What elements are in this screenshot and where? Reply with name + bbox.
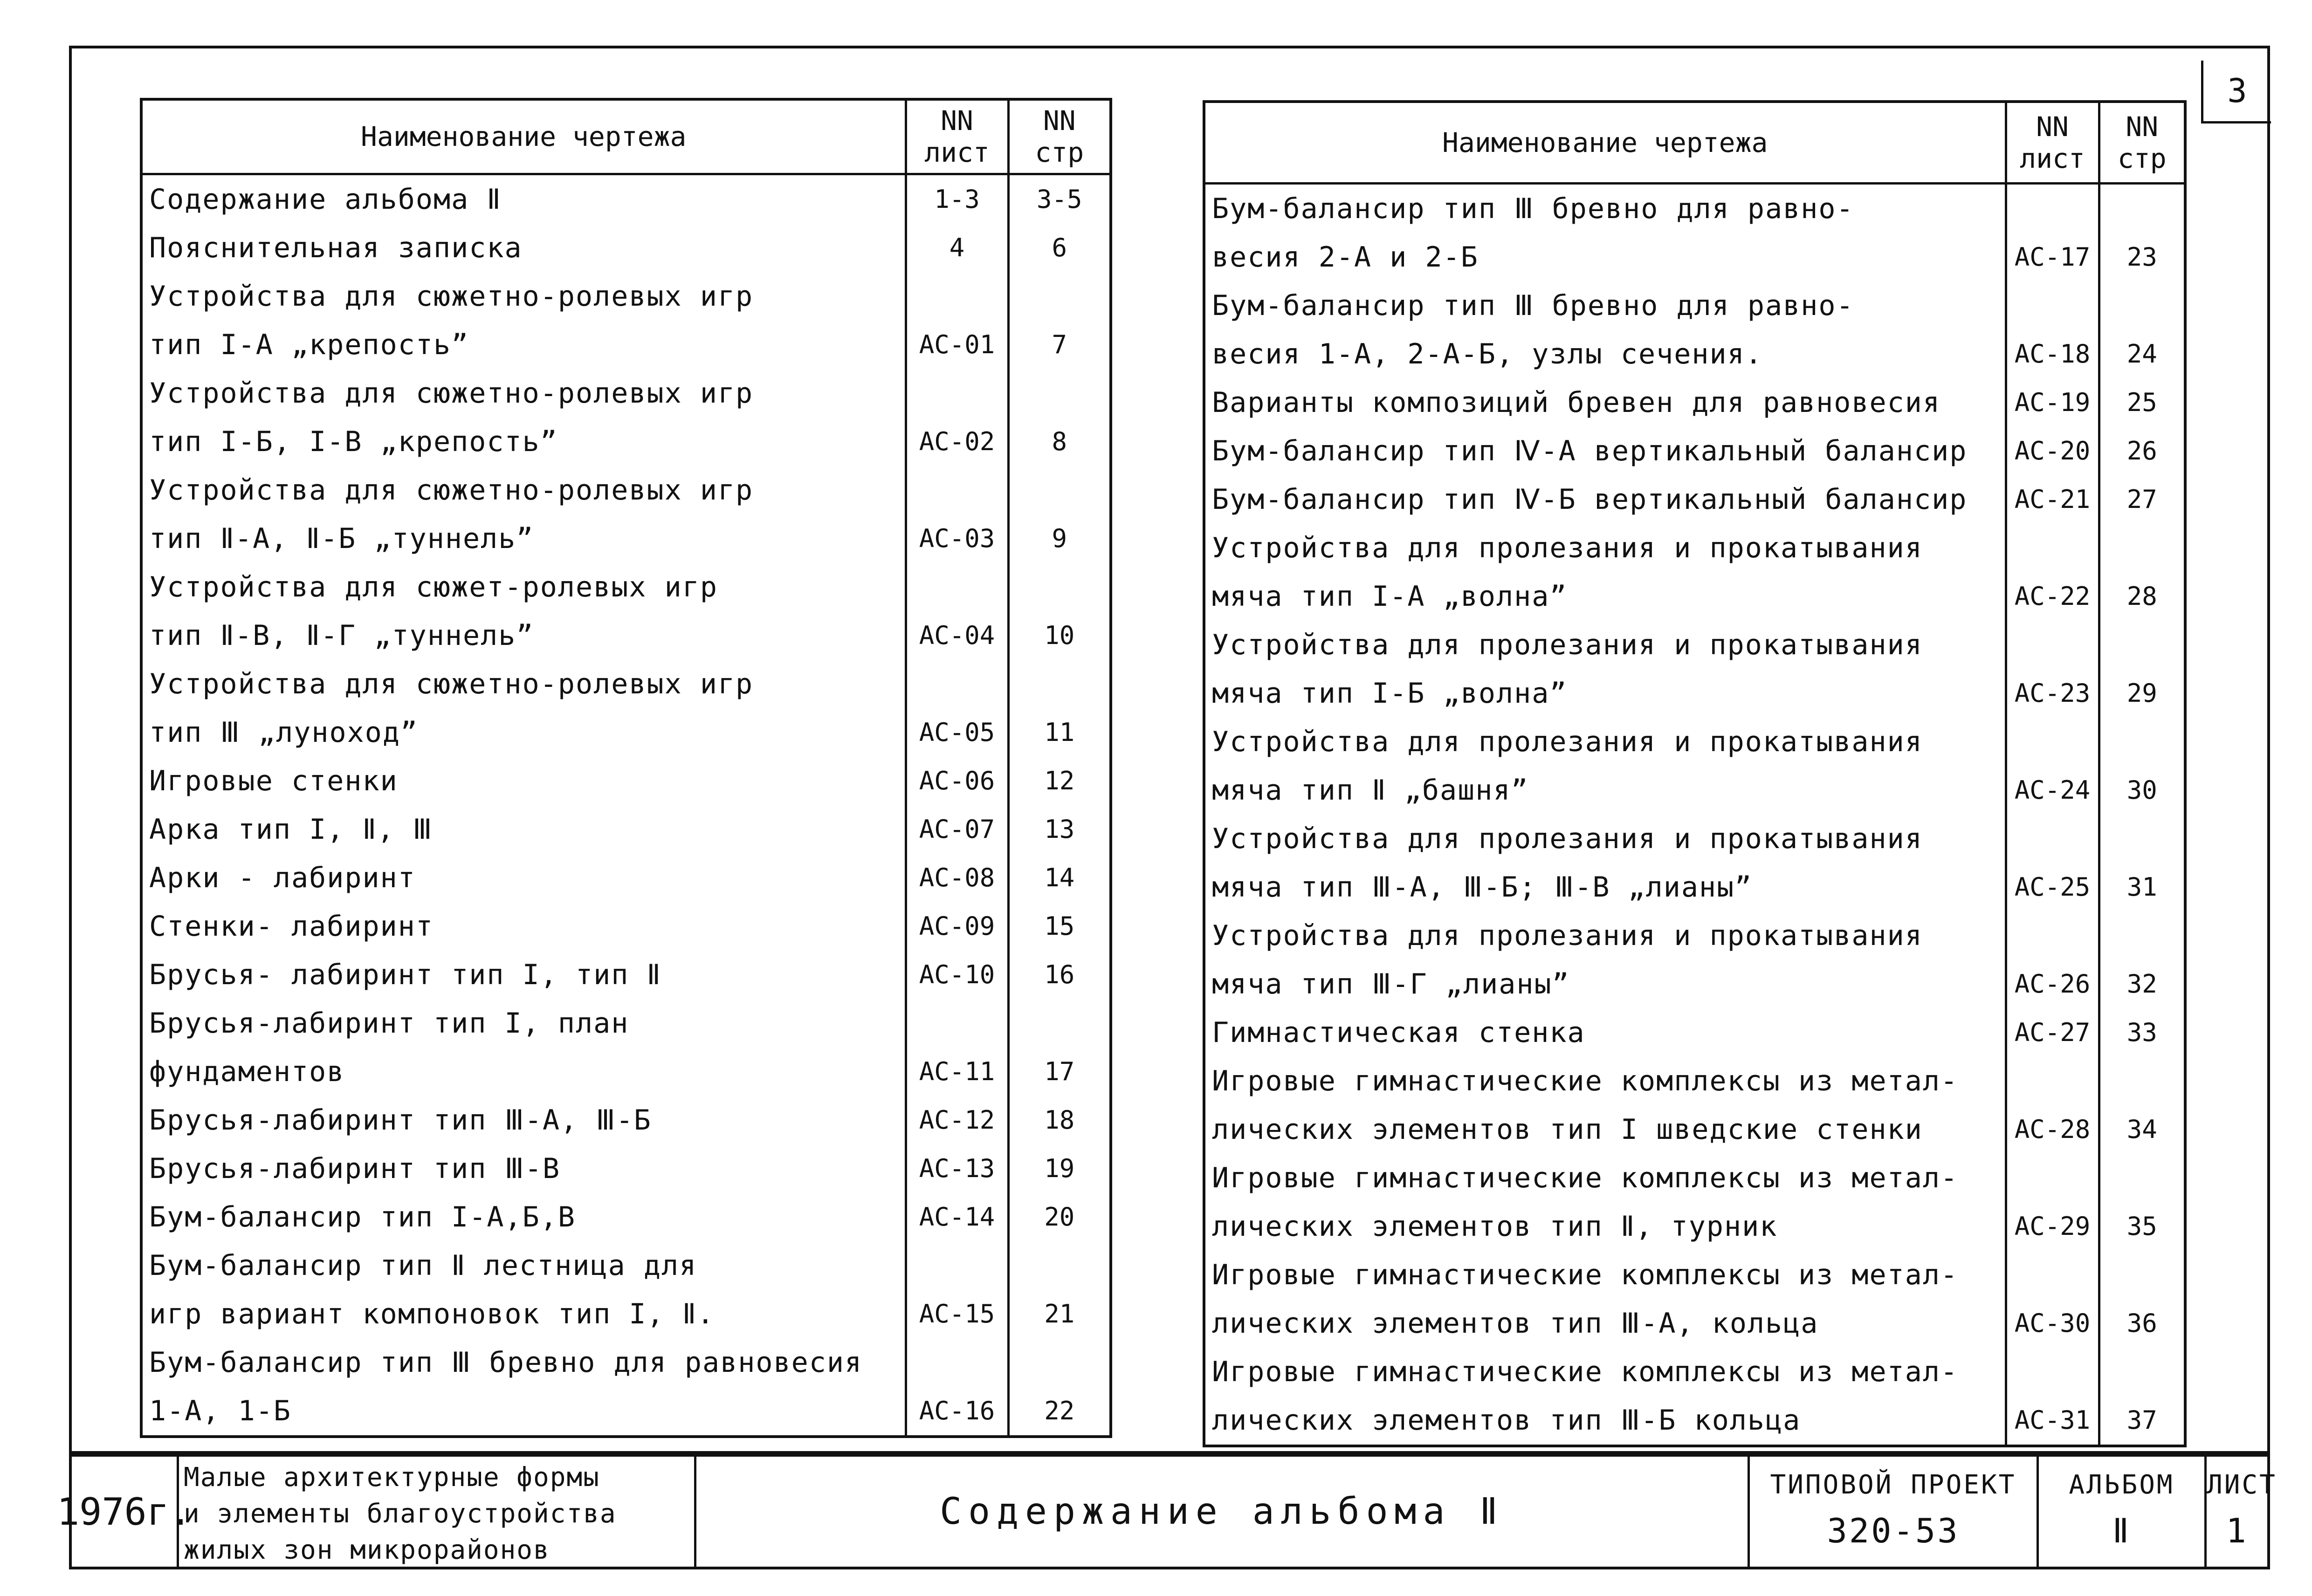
- table-row: [1204, 475, 2185, 524]
- row-page: 14: [1008, 854, 1111, 902]
- row-name: Устройства для пролезания и прокатывания мяча тип Ⅲ-А, Ⅲ-Б; Ⅲ-В „лианы”: [1204, 815, 2006, 911]
- row-sheet: АС-31: [2006, 1348, 2099, 1446]
- row-page: 13: [1008, 805, 1111, 854]
- row-sheet: АС-07: [906, 805, 1008, 854]
- row-name: Игровые гимнастические комплексы из метал- лических элементов тип Ⅲ-Б кольца: [1204, 1348, 2006, 1446]
- table-row: [1204, 1348, 2185, 1446]
- row-name: Устройства для сюжет-ролевых игр тип Ⅱ-В, Ⅱ-Г „туннель”: [141, 563, 906, 660]
- row-sheet: АС-04: [906, 563, 1008, 660]
- row-page: 18: [1008, 1096, 1111, 1144]
- row-name: Бум-балансир тип Ⅱ лестница для игр вариант компоновок тип I, Ⅱ.: [141, 1241, 906, 1338]
- row-name: Арки - лабиринт: [141, 854, 906, 902]
- row-name: Бум-балансир тип Ⅲ бревно для равно- весия 2-А и 2-Б: [1204, 183, 2006, 281]
- row-name: Устройства для сюжетно-ролевых игр тип Ⅲ „луноход”: [141, 660, 906, 757]
- row-name: Гимнастическая стенка: [1204, 1008, 2006, 1057]
- row-page: 19: [1008, 1144, 1111, 1193]
- row-name: Бум-балансир тип Ⅲ бревно для равно- весия 1-А, 2-А-Б, узлы сечения.: [1204, 281, 2006, 378]
- table-row: [1204, 1008, 2185, 1057]
- table-row: [1204, 1154, 2185, 1251]
- row-page: 36: [2099, 1251, 2185, 1348]
- table-row: [1204, 815, 2185, 911]
- row-page: 9: [1008, 466, 1111, 563]
- row-name: Бум-балансир тип Ⅳ-А вертикальный балансир: [1204, 427, 2006, 475]
- table-row: [141, 224, 1111, 272]
- contents-table-right: [1203, 100, 2187, 1447]
- row-name: Бум-балансир тип Ⅲ бревно для равновесия 1-А, 1-Б: [141, 1338, 906, 1437]
- row-sheet: АС-08: [906, 854, 1008, 902]
- table-row: [1204, 621, 2185, 718]
- row-page: 21: [1008, 1241, 1111, 1338]
- album-number: Ⅱ: [2112, 1511, 2131, 1550]
- row-sheet: АС-15: [906, 1241, 1008, 1338]
- table-row: [141, 999, 1111, 1096]
- table-row: [1204, 378, 2185, 427]
- row-sheet: АС-17: [2006, 183, 2099, 281]
- sheet-cell: [2207, 1457, 2277, 1567]
- table-row: [141, 1096, 1111, 1144]
- table-row: [141, 902, 1111, 951]
- row-page: 22: [1008, 1338, 1111, 1437]
- row-sheet: 1-3: [906, 174, 1008, 224]
- row-page: 7: [1008, 272, 1111, 369]
- row-name: Устройства для сюжетно-ролевых игр тип I-Б, I-В „крепость”: [141, 369, 906, 466]
- row-page: 12: [1008, 757, 1111, 805]
- project-number: 320-53: [1827, 1511, 1960, 1550]
- row-page: 16: [1008, 951, 1111, 999]
- row-sheet: АС-30: [2006, 1251, 2099, 1348]
- project-label: ТИПОВОЙ ПРОЕКТ: [1770, 1470, 2016, 1500]
- table-row: [141, 1144, 1111, 1193]
- row-sheet: АС-14: [906, 1193, 1008, 1241]
- header-name: Наименование чертежа: [141, 99, 906, 174]
- row-sheet: АС-05: [906, 660, 1008, 757]
- row-sheet: АС-06: [906, 757, 1008, 805]
- table-row: [1204, 183, 2185, 281]
- row-page: 29: [2099, 621, 2185, 718]
- row-name: Арка тип I, Ⅱ, Ⅲ: [141, 805, 906, 854]
- row-page: 37: [2099, 1348, 2185, 1446]
- row-name: Устройства для сюжетно-ролевых игр тип Ⅱ-А, Ⅱ-Б „туннель”: [141, 466, 906, 563]
- page-number: 3: [2201, 61, 2271, 123]
- table-row: [141, 757, 1111, 805]
- album-cell: [2039, 1457, 2207, 1567]
- row-sheet: АС-10: [906, 951, 1008, 999]
- row-sheet: АС-26: [2006, 911, 2099, 1008]
- row-name: Варианты композиций бревен для равновесия: [1204, 378, 2006, 427]
- row-sheet: АС-01: [906, 272, 1008, 369]
- row-name: Игровые стенки: [141, 757, 906, 805]
- row-page: 26: [2099, 427, 2185, 475]
- table-row: [141, 174, 1111, 224]
- row-name: Устройства для сюжетно-ролевых игр тип I-А „крепость”: [141, 272, 906, 369]
- row-name: Содержание альбома Ⅱ: [141, 174, 906, 224]
- table-row: [1204, 911, 2185, 1008]
- table-row: [1204, 1057, 2185, 1154]
- row-page: 15: [1008, 902, 1111, 951]
- row-sheet: АС-29: [2006, 1154, 2099, 1251]
- row-page: 25: [2099, 378, 2185, 427]
- row-name: Брусья-лабиринт тип I, план фундаментов: [141, 999, 906, 1096]
- row-sheet: АС-23: [2006, 621, 2099, 718]
- row-page: 28: [2099, 524, 2185, 621]
- table-row: [1204, 524, 2185, 621]
- row-sheet: 4: [906, 224, 1008, 272]
- row-page: 17: [1008, 999, 1111, 1096]
- row-sheet: АС-13: [906, 1144, 1008, 1193]
- row-page: 32: [2099, 911, 2185, 1008]
- table-row: [1204, 718, 2185, 815]
- row-name: Устройства для пролезания и прокатывания мяча тип Ⅲ-Г „лианы”: [1204, 911, 2006, 1008]
- table-row: [141, 1338, 1111, 1437]
- sheet-label: ЛИСТ: [2207, 1470, 2277, 1500]
- row-sheet: АС-20: [2006, 427, 2099, 475]
- album-label: АЛЬБОМ: [2069, 1470, 2174, 1500]
- header-page: NN стр: [2099, 102, 2185, 183]
- sheet-number: 1: [2226, 1511, 2248, 1550]
- row-page: 3-5: [1008, 174, 1111, 224]
- year: 1976г.: [72, 1457, 179, 1567]
- row-name: Устройства для пролезания и прокатывания мяча тип Ⅱ „башня”: [1204, 718, 2006, 815]
- header-page: NN стр: [1008, 99, 1111, 174]
- table-row: [141, 660, 1111, 757]
- row-sheet: АС-22: [2006, 524, 2099, 621]
- table-row: [1204, 1251, 2185, 1348]
- table-row: [141, 1241, 1111, 1338]
- row-page: 11: [1008, 660, 1111, 757]
- row-sheet: АС-24: [2006, 718, 2099, 815]
- row-sheet: АС-02: [906, 369, 1008, 466]
- row-name: Игровые гимнастические комплексы из метал- лических элементов тип I шведские стенки: [1204, 1057, 2006, 1154]
- table-row: [141, 951, 1111, 999]
- table-row: [141, 563, 1111, 660]
- table-row: [141, 369, 1111, 466]
- row-name: Брусья-лабиринт тип Ⅲ-В: [141, 1144, 906, 1193]
- organization: Малые архитектурные формы и элементы благоустройства жилых зон микрорайонов: [179, 1457, 696, 1567]
- row-page: 8: [1008, 369, 1111, 466]
- contents-table-left: [140, 98, 1112, 1438]
- title-block: [57, 1454, 2277, 1569]
- row-sheet: АС-03: [906, 466, 1008, 563]
- row-sheet: АС-16: [906, 1338, 1008, 1437]
- row-sheet: АС-21: [2006, 475, 2099, 524]
- row-sheet: АС-28: [2006, 1057, 2099, 1154]
- row-page: 6: [1008, 224, 1111, 272]
- row-page: 33: [2099, 1008, 2185, 1057]
- project-cell: [1750, 1457, 2039, 1567]
- row-page: 10: [1008, 563, 1111, 660]
- table-row: [141, 805, 1111, 854]
- header-sheet: NN лист: [2006, 102, 2099, 183]
- row-name: Стенки- лабиринт: [141, 902, 906, 951]
- row-name: Пояснительная записка: [141, 224, 906, 272]
- table-row: [141, 854, 1111, 902]
- table-row: [1204, 427, 2185, 475]
- table-row: [141, 1193, 1111, 1241]
- row-name: Игровые гимнастические комплексы из метал- лических элементов тип Ⅲ-А, кольца: [1204, 1251, 2006, 1348]
- table-row: [141, 466, 1111, 563]
- row-name: Игровые гимнастические комплексы из метал- лических элементов тип Ⅱ, турник: [1204, 1154, 2006, 1251]
- row-sheet: АС-25: [2006, 815, 2099, 911]
- row-page: 35: [2099, 1154, 2185, 1251]
- row-sheet: АС-27: [2006, 1008, 2099, 1057]
- row-name: Бум-балансир тип Ⅳ-Б вертикальный балансир: [1204, 475, 2006, 524]
- row-name: Брусья- лабиринт тип I, тип Ⅱ: [141, 951, 906, 999]
- row-page: 30: [2099, 718, 2185, 815]
- header-sheet: NN лист: [906, 99, 1008, 174]
- row-name: Брусья-лабиринт тип Ⅲ-А, Ⅲ-Б: [141, 1096, 906, 1144]
- row-page: 23: [2099, 183, 2185, 281]
- row-sheet: АС-18: [2006, 281, 2099, 378]
- table-row: [141, 272, 1111, 369]
- row-sheet: АС-09: [906, 902, 1008, 951]
- header-name: Наименование чертежа: [1204, 102, 2006, 183]
- row-page: 34: [2099, 1057, 2185, 1154]
- row-page: 27: [2099, 475, 2185, 524]
- document-title: Содержание альбома Ⅱ: [696, 1457, 1750, 1567]
- row-sheet: АС-11: [906, 999, 1008, 1096]
- row-name: Устройства для пролезания и прокатывания мяча тип I-Б „волна”: [1204, 621, 2006, 718]
- row-name: Устройства для пролезания и прокатывания мяча тип I-А „волна”: [1204, 524, 2006, 621]
- row-name: Бум-балансир тип I-А,Б,В: [141, 1193, 906, 1241]
- row-page: 24: [2099, 281, 2185, 378]
- row-sheet: АС-19: [2006, 378, 2099, 427]
- table-row: [1204, 281, 2185, 378]
- row-page: 20: [1008, 1193, 1111, 1241]
- row-sheet: АС-12: [906, 1096, 1008, 1144]
- row-page: 31: [2099, 815, 2185, 911]
